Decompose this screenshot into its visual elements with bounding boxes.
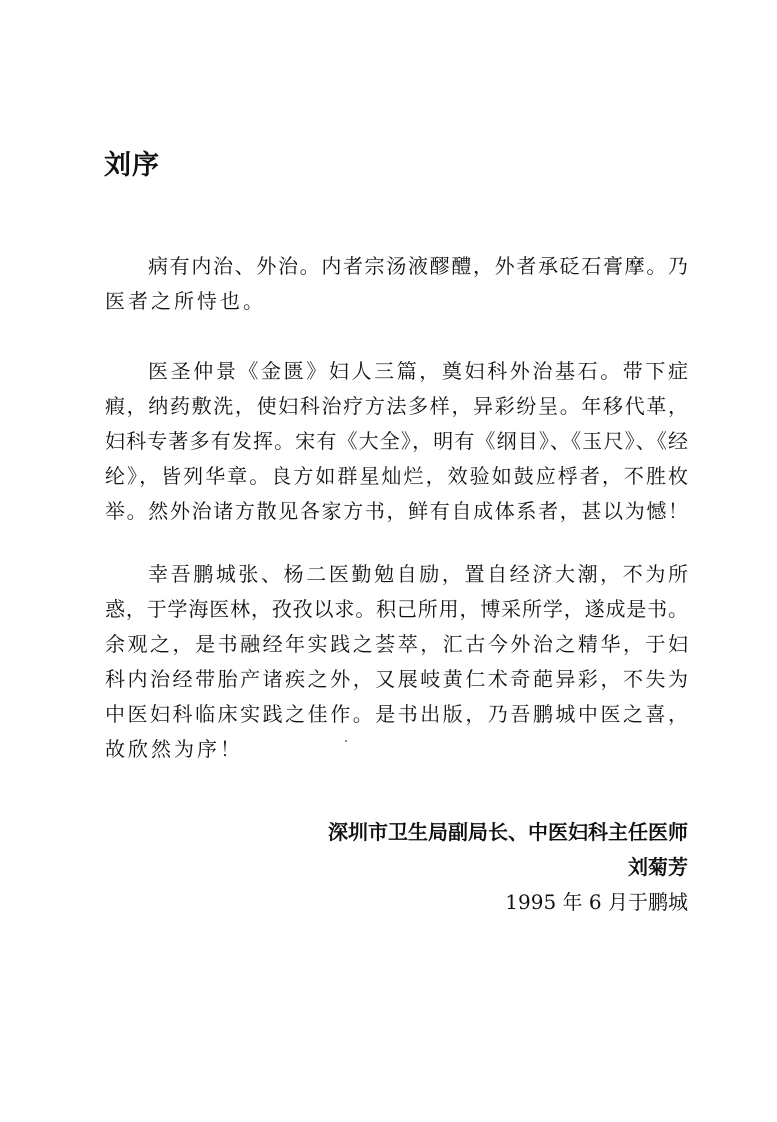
text-line: 中医妇科临床实践之佳作。是书出版，乃吾鹏城中医之喜，: [105, 702, 688, 726]
text-line: 医者之所恃也。: [105, 289, 266, 313]
text-line: 科内治经带胎产诸疾之外，又展岐黄仁术奇葩异彩，不失为: [105, 667, 688, 691]
text-line: 幸吾鹏城张、杨二医勤勉自励，置自经济大潮，不为所: [148, 562, 688, 586]
signature-date: 1995 年 6 月于鹏城: [505, 890, 688, 914]
page-title: 刘序: [104, 150, 160, 181]
paragraph-3: [105, 557, 688, 767]
text-line: 惑，于学海医林，孜孜以求。积己所用，博采所学，遂成是书。: [105, 597, 688, 621]
text-line: 故欣然为序！: [105, 737, 243, 761]
speck: [345, 740, 347, 742]
text-line: 病有内治、外治。内者宗汤液醪醴，外者承砭石膏摩。乃: [148, 254, 688, 278]
signature-position: 深圳市卫生局副局长、中医妇科主任医师: [328, 820, 688, 844]
text-line: 举。然外治诸方散见各家方书，鲜有自成体系者，甚以为憾！: [105, 499, 688, 523]
text-line: 妇科专著多有发挥。宋有《大全》，明有《纲目》、《玉尺》、《经: [105, 429, 688, 453]
paragraph-2: [105, 354, 688, 529]
text-line: 余观之，是书融经年实践之荟萃，汇古今外治之精华，于妇: [105, 632, 688, 656]
paragraph-1: [105, 249, 688, 319]
text-line: 瘕，纳药敷洗，使妇科治疗方法多样，异彩纷呈。年移代革，: [105, 394, 688, 418]
signature-name: 刘菊芳: [628, 855, 688, 879]
text-line: 医圣仲景《金匮》妇人三篇，奠妇科外治基石。带下症: [148, 359, 688, 383]
text-line: 纶》，皆列华章。良方如群星灿烂，效验如鼓应桴者，不胜枚: [105, 464, 688, 488]
